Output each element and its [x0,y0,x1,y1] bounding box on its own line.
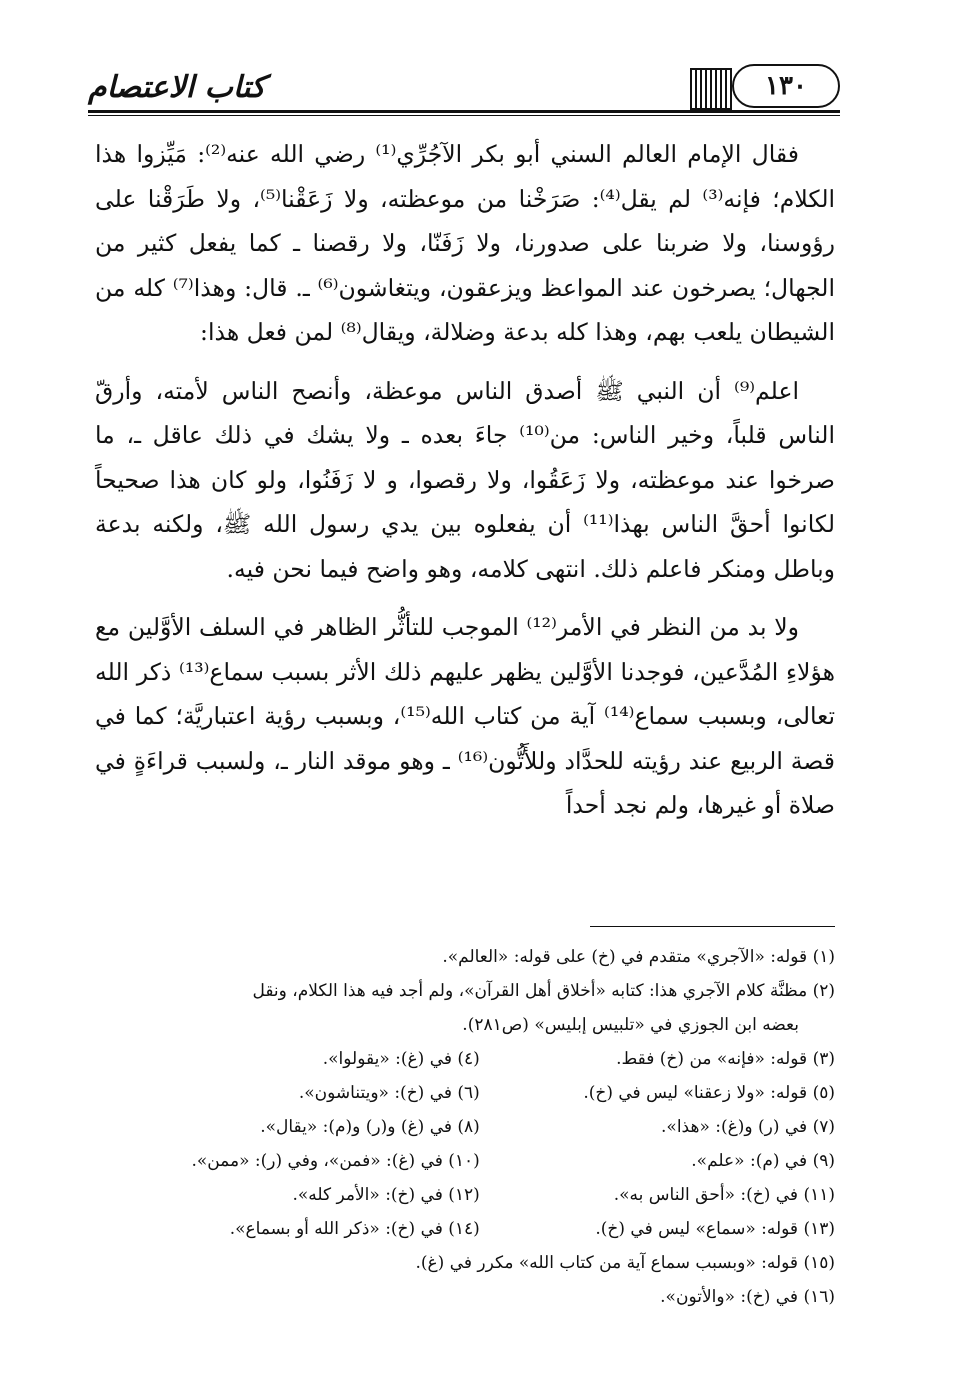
footnote-row [95,1178,835,1212]
footnotes [95,940,835,1314]
footnote: (١١) في (خ): «أحق الناس به». [613,1185,835,1205]
footnote-row [95,1144,835,1178]
footnote: (٥) قوله: «ولا زعقنا» ليس في (خ). [583,1083,835,1103]
footnote-row [95,1042,835,1076]
footnotes-separator [590,926,835,927]
footnote: (١٢) في (خ): «الأمر كله». [292,1185,480,1205]
footnote: (١٠) في (غ): «فمن»، وفي (ر): «ممن». [191,1151,480,1171]
main-text [95,132,835,842]
footnote: (١٣) قوله: «سماع» ليس في (خ). [595,1219,835,1239]
footnote: (٨) في (غ) و(ر) و(م): «يقال». [260,1117,480,1137]
footnote [95,974,835,1008]
footnote-text: (١٥) قوله: «وبسبب سماع آية من كتاب الله» مكرر في (غ). [415,1253,835,1273]
footnote: (١٤) في (خ): «ذكر الله أو بسماع». [229,1219,480,1239]
footnote-text: (١) قوله: «الآجري» متقدم في (خ) على قوله: «العالم». [442,947,835,967]
header-rule-thin [88,115,840,116]
footnote: (٤) في (غ): «يقولوا». [322,1049,480,1069]
header-rule [88,110,840,113]
book-title: كتاب الاعتصام [88,70,266,105]
footnote-row [95,1076,835,1110]
footnote: (٦) في (خ): «ويتناشون». [298,1083,480,1103]
paragraph: فقال الإمام العالم السني أبو بكر الآجُرِّي⁽¹⁾ رضي الله عنه⁽²⁾: مَيِّزوا هذا الكلام؛ فإنه⁽³⁾ لم يقل⁽⁴⁾: صَرَخْنا من موعظته، ولا زَعَقْنا⁽⁵⁾، ولا طَرَقْنا على رؤوسنا، ولا ضربنا على صدورنا، ولا زَفَنّا، ولا رقصنا ـ كما يفعل كثير من الجهال؛ يصرخون عند المواعظ ويزعقون، ويتغاشون⁽⁶⁾ ـ. قال: وهذا⁽⁷⁾ كله من الشيطان يلعب بهم، وهذا كله بدعة وضلالة، ويقال⁽⁸⁾ لمن فعل هذا: [95,140,836,346]
page-number: ١٣٠ [732,64,840,108]
paragraph: اعلم⁽⁹⁾ أن النبي ﷺ أصدق الناس موعظة، وأنصح الناس لأمته، وأرقّ الناس قلباً، وخير الناس: من⁽¹⁰⁾ جاءَ بعده ـ ولا يشك في ذلك عاقل ـ، ما صرخوا عند موعظته، ولا زَعَقُوا، ولا رقصوا، و لا زَفَنُوا، ولو كان هذا صحيحاً لكانوا أحقَّ الناس بهذا⁽¹¹⁾ أن يفعلوه بين يدي رسول الله ﷺ، ولكنه بدعة وباطل ومنكر فاعلم ذلك. انتهى كلامه، وهو واضح فيما نحن فيه. [95,376,835,583]
footnote-text: بعضه ابن الجوزي في «تلبيس إبليس» (ص٢٨١). [462,1015,799,1035]
footnote: (٩) في (م): «علم». [691,1151,835,1171]
footnote [95,1280,835,1314]
footnote [95,1246,835,1280]
page-header [88,62,840,118]
footnote: (٣) قوله: «فإنه» من (خ) فقط. [616,1049,835,1069]
footnote-text: (١٦) في (خ): «والأتون». [660,1287,835,1307]
footnote: (٧) في (ر) و(غ): «هذا». [661,1117,835,1137]
ornament-bars [690,68,732,110]
paragraph: ولا بد من النظر في الأمر⁽¹²⁾ الموجب للتأثُّر الظاهر في السلف الأوَّلين مع هؤلاءِ المُدَّعين، فوجدنا الأوَّلين يظهر عليهم ذلك الأثر بسبب سماع⁽¹³⁾ ذكر الله تعالى، وبسبب سماع⁽¹⁴⁾ آية من كتاب الله⁽¹⁵⁾، وبسبب رؤية اعتباريَّة؛ كما في قصة الربيع عند رؤيته للحدَّاد وللأَتُّون⁽¹⁶⁾ ـ وهو موقد النار ـ، ولسبب قراءَةٍ في صلاة أو غيرها، ولم نجد أحداً [95,613,836,819]
footnote-text: (٢) مظنَّة كلام الآجري هذا: كتابه «أخلاق أهل القرآن»، ولم أجد فيه هذا الكلام، ونقل [252,981,835,1001]
footnote-continuation [95,1008,835,1042]
footnote-row [95,1212,835,1246]
page-number-ornament [690,64,840,108]
footnote [95,940,835,974]
footnote-row [95,1110,835,1144]
